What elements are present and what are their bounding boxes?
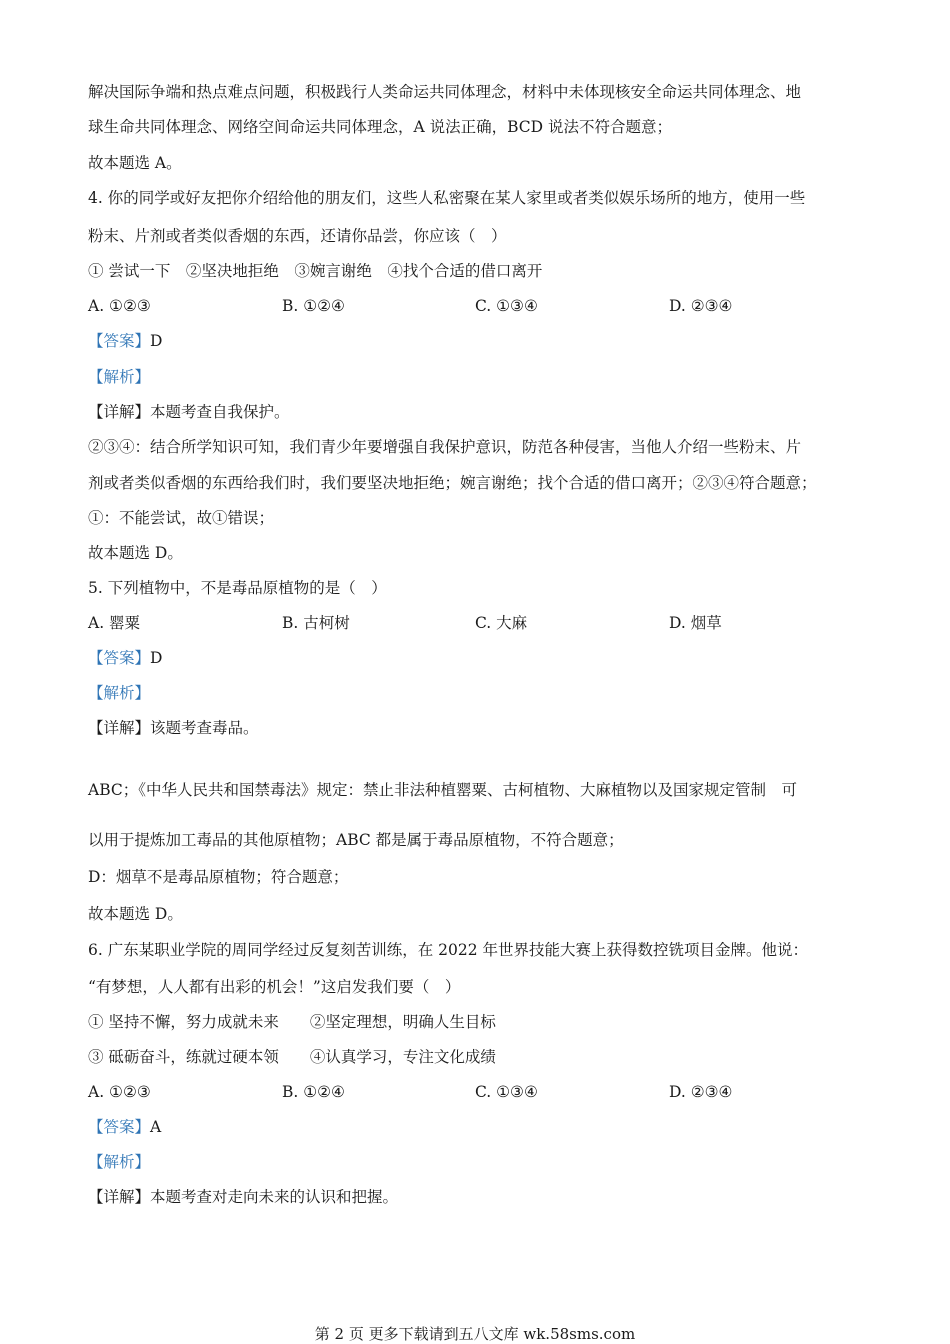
question-5-options: [88, 613, 888, 633]
answer-tag: 【答案】: [88, 332, 151, 350]
paragraph-line: ①：不能尝试，故①错误；: [88, 509, 275, 527]
paragraph-line: 故本题选 D。: [88, 905, 183, 923]
option-d: D. ②③④: [669, 1083, 733, 1101]
answer-line: [88, 648, 162, 668]
detail-tag: 【详解】: [88, 1188, 151, 1206]
question-6-stem: “有梦想，人人都有出彩的机会！”这启发我们要（ ）: [88, 978, 461, 996]
answer-tag: 【答案】: [88, 649, 151, 667]
option-b: B. ①②④: [282, 1083, 345, 1101]
analysis-line: [88, 367, 150, 387]
question-4-stem: 粉末、片剂或者类似香烟的东西，还请你品尝，你应该（ ）: [88, 227, 507, 245]
answer-value: A: [150, 1118, 162, 1136]
question-4-options: [88, 296, 888, 316]
option-a: A. ①②③: [88, 297, 151, 315]
detail-tag: 【详解】: [88, 403, 151, 421]
paragraph-line: 以用于提炼加工毒品的其他原植物；ABC 都是属于毒品原植物，不符合题意；: [88, 831, 624, 849]
option-d: D. 烟草: [669, 614, 722, 632]
answer-value: D: [150, 649, 163, 667]
detail-text: 该题考查毒品。: [150, 719, 259, 737]
analysis-tag: 【解析】: [88, 684, 151, 702]
detail-text: 本题考查自我保护。: [150, 403, 290, 421]
detail-line: [88, 1187, 398, 1207]
answer-tag: 【答案】: [88, 1118, 151, 1136]
analysis-line: [88, 1152, 150, 1172]
answer-line: [88, 331, 162, 351]
paragraph-line: 解决国际争端和热点难点问题，积极践行人类命运共同体理念，材料中未体现核安全命运共同体理念、地: [88, 83, 802, 101]
question-4-stem: 4. 你的同学或好友把你介绍给他的朋友们，这些人私密聚在某人家里或者类似娱乐场所的地方，使用一些: [88, 189, 806, 207]
paragraph-line: ②③④：结合所学知识可知，我们青少年要增强自我保护意识，防范各种侵害，当他人介绍一些粉末、片: [88, 438, 802, 456]
question-6-options: [88, 1082, 888, 1102]
option-c: C. ①③④: [475, 1083, 538, 1101]
page-footer: 第 2 页 更多下载请到五八文库 wk.58sms.com: [314, 1325, 636, 1343]
option-d: D. ②③④: [669, 297, 733, 315]
paragraph-line: ABC；《中华人民共和国禁毒法》规定：禁止非法种植罂粟、古柯植物、大麻植物以及国家规定管制 可: [88, 781, 797, 799]
question-4-choices: ① 尝试一下 ②坚决地拒绝 ③婉言谢绝 ④找个合适的借口离开: [88, 262, 543, 280]
analysis-tag: 【解析】: [88, 368, 151, 386]
paragraph-line: 剂或者类似香烟的东西给我们时，我们要坚决地拒绝；婉言谢绝；找个合适的借口离开；②③④符合题意；: [88, 474, 817, 492]
option-a: A. 罂粟: [88, 614, 141, 632]
detail-line: [88, 718, 259, 738]
option-b: B. ①②④: [282, 297, 345, 315]
question-6-stem: 6. 广东某职业学院的周同学经过反复刻苦训练，在 2022 年世界技能大赛上获得数控铣项目金牌。他说：: [88, 941, 809, 959]
paragraph-line: D：烟草不是毒品原植物；符合题意；: [88, 868, 349, 886]
answer-value: D: [150, 332, 163, 350]
question-6-choices: ③ 砥砺奋斗，练就过硬本领 ④认真学习，专注文化成绩: [88, 1048, 496, 1066]
analysis-line: [88, 683, 150, 703]
answer-line: [88, 1117, 161, 1137]
analysis-tag: 【解析】: [88, 1153, 151, 1171]
option-c: C. ①③④: [475, 297, 538, 315]
paragraph-line: 故本题选 D。: [88, 544, 183, 562]
detail-tag: 【详解】: [88, 719, 151, 737]
option-b: B. 古柯树: [282, 614, 350, 632]
question-6-choices: ① 坚持不懈，努力成就未来 ②坚定理想，明确人生目标: [88, 1013, 496, 1031]
question-5-stem: 5. 下列植物中，不是毒品原植物的是（ ）: [88, 579, 387, 597]
option-a: A. ①②③: [88, 1083, 151, 1101]
detail-line: [88, 402, 290, 422]
detail-text: 本题考查对走向未来的认识和把握。: [150, 1188, 399, 1206]
paragraph-line: 故本题选 A。: [88, 154, 182, 172]
option-c: C. 大麻: [475, 614, 528, 632]
paragraph-line: 球生命共同体理念、网络空间命运共同体理念，A 说法正确，BCD 说法不符合题意；: [88, 118, 673, 136]
